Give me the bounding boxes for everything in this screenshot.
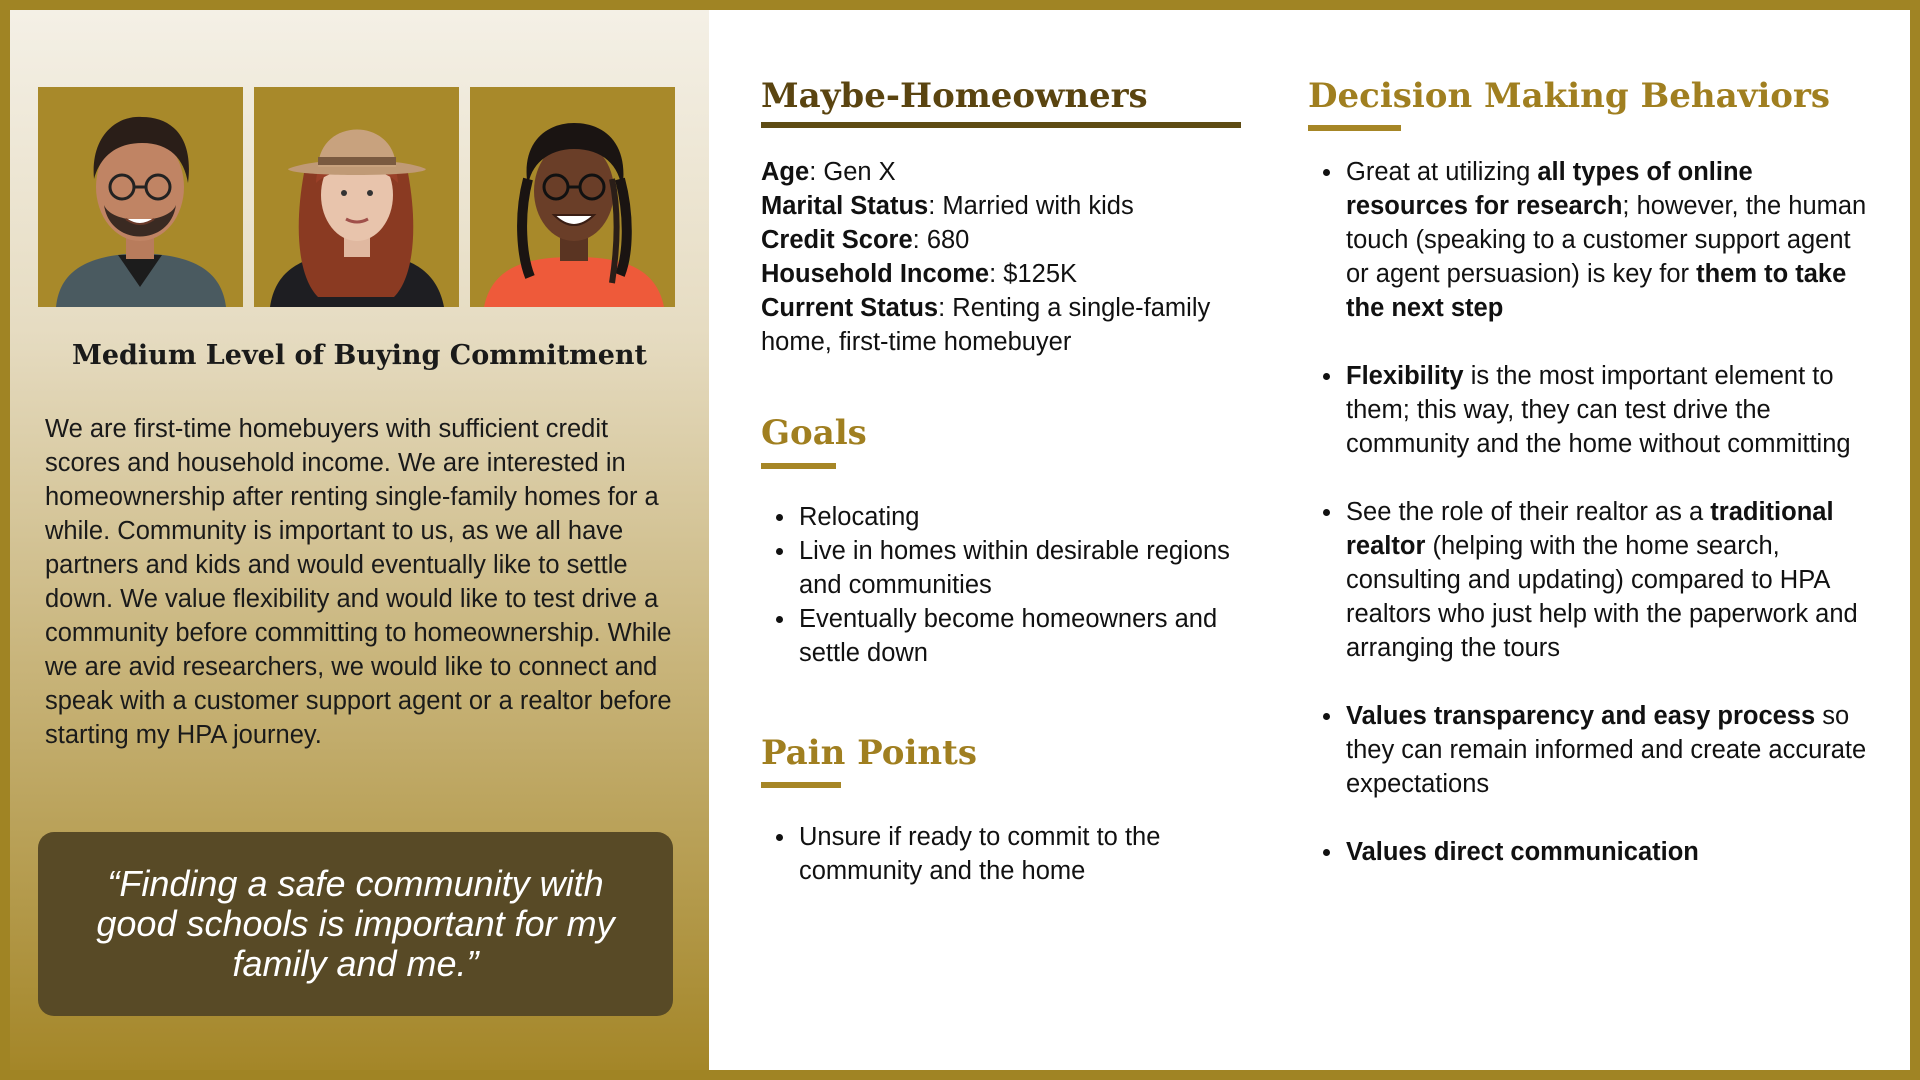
fact-current-status: Current Status: Renting a single-family home, first-time homebuyer xyxy=(761,294,1211,356)
list-item: Great at utilizing all types of online resources for research; however, the human touch (speaking to a customer support agent or agent persuasion) is key for them to take the next step xyxy=(1308,155,1868,325)
man-with-glasses-portrait-icon xyxy=(38,87,243,307)
persona-facts xyxy=(761,155,1241,359)
fact-marital-status: Marital Status: Married with kids xyxy=(761,192,1134,220)
persona-title-underline xyxy=(761,122,1241,128)
list-item: Values direct communication xyxy=(1308,835,1868,869)
pain-points-title: Pain Points xyxy=(761,733,977,773)
quote-box xyxy=(38,832,673,1016)
decision-making-title: Decision Making Behaviors xyxy=(1308,76,1831,116)
list-item: Live in homes within desirable regions and communities xyxy=(761,534,1241,602)
smiling-woman-with-glasses-portrait-icon xyxy=(470,87,675,307)
pain-points-list xyxy=(761,820,1241,888)
goals-list xyxy=(761,500,1241,670)
pain-points-underline xyxy=(761,782,841,788)
fact-household-income: Household Income: $125K xyxy=(761,260,1078,288)
persona-title: Maybe-Homeowners xyxy=(761,76,1148,116)
commitment-level-title: Medium Level of Buying Commitment xyxy=(71,340,648,371)
list-item: See the role of their realtor as a traditional realtor (helping with the home search, consulting and updating) compared to HPA realtors who just help with the paperwork and arranging the tours xyxy=(1308,495,1868,665)
persona-left-panel xyxy=(10,10,709,1070)
persona-photos xyxy=(38,87,675,307)
goals-title: Goals xyxy=(761,413,867,453)
list-item: Unsure if ready to commit to the community and the home xyxy=(761,820,1241,888)
decision-making-underline xyxy=(1308,125,1401,131)
decision-making-list xyxy=(1308,155,1868,869)
list-item: Relocating xyxy=(761,500,1241,534)
woman-with-hat-portrait-icon xyxy=(254,87,459,307)
fact-credit-score: Credit Score: 680 xyxy=(761,226,970,254)
fact-age: Age: Gen X xyxy=(761,158,896,186)
persona-slide xyxy=(10,10,1910,1070)
list-item: Values transparency and easy process so they can remain informed and create accurate expectations xyxy=(1308,699,1868,801)
persona-bio: We are first-time homebuyers with sufficient credit scores and household income. We are interested in homeownership after renting single-family homes for a while. Community is important to us, as we all have partners and kids and would eventually like to settle down. We value flexibility and would like to test drive a community before committing to homeownership. While we are avid researchers, we would like to connect and speak with a customer support agent or a realtor before starting my HPA journey. xyxy=(45,415,672,749)
list-item: Eventually become homeowners and settle down xyxy=(761,602,1241,670)
persona-quote: “Finding a safe community with good schools is important for my family and me.” xyxy=(96,863,615,984)
goals-underline xyxy=(761,463,836,469)
list-item: Flexibility is the most important element to them; this way, they can test drive the community and the home without committing xyxy=(1308,359,1868,461)
